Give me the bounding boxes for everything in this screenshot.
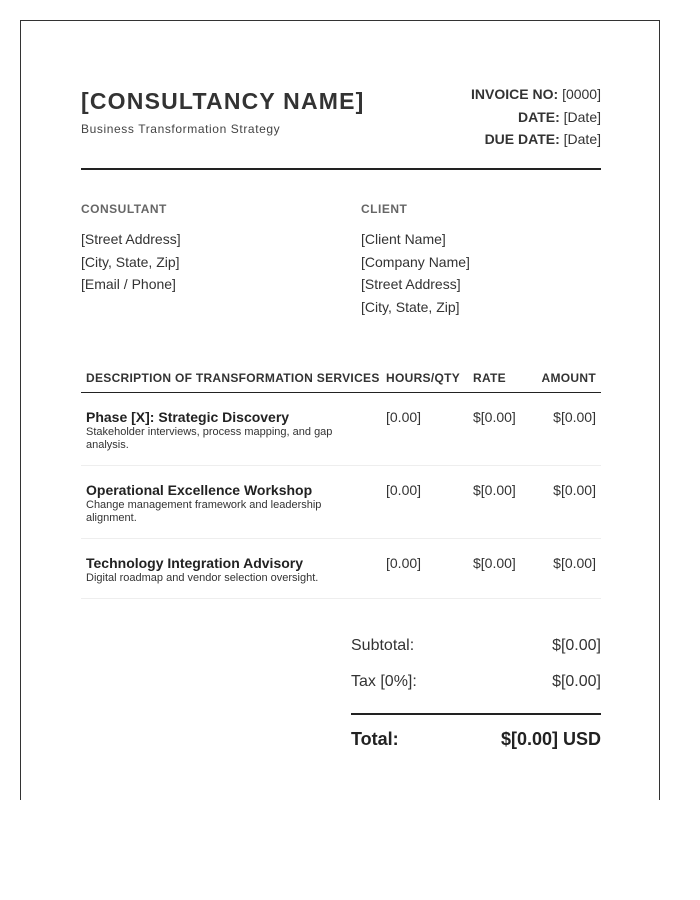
client-company: [Company Name] [361,253,470,270]
consultant-contact: [Email / Phone] [81,276,176,292]
service-title: Phase [X]: Strategic Discovery [86,409,290,425]
consultant-city: [City, State, Zip] [81,253,180,270]
table-header [81,366,601,393]
subtotal-row [351,633,601,669]
service-title: Operational Excellence Workshop [86,482,313,498]
row-description-cell [81,409,386,452]
header-divider [81,168,601,170]
company-name: [CONSULTANCY NAME] [81,88,365,114]
consultant-title: CONSULTANT [81,202,167,216]
subtotal-label: Subtotal: [351,637,415,654]
row-rate: $[0.00] [473,555,516,571]
row-rate: $[0.00] [473,482,516,498]
row-description-cell [81,555,386,585]
header-description: DESCRIPTION OF TRANSFORMATION SERVICES [86,371,380,385]
header-amount: AMOUNT [541,371,596,385]
table-row [81,466,601,539]
invoice-date-value: [Date] [563,108,601,125]
invoice-number-label: INVOICE NO: [471,86,559,102]
row-rate: $[0.00] [473,409,516,425]
due-date-value: [Date] [563,131,601,147]
total-value: $[0.00] USD [500,729,601,749]
due-date-label: DUE DATE: [484,131,560,147]
table-row [81,539,601,599]
client-title: CLIENT [361,202,408,216]
tax-row [351,669,601,705]
client-block [361,202,601,318]
consultant-block [81,202,321,296]
client-city: [City, State, Zip] [361,298,460,315]
client-street: [Street Address] [361,276,461,292]
subtotal-value: $[0.00] [552,637,601,654]
table-row [81,393,601,466]
tax-label: Tax [0%]: [351,673,417,690]
client-name: [Client Name] [361,231,446,247]
service-title: Technology Integration Advisory [86,555,304,571]
consultant-street: [Street Address] [81,231,181,247]
invoice-number-line [471,83,601,106]
total-label: Total: [351,729,399,749]
services-table [81,366,601,599]
tax-value: $[0.00] [552,673,601,690]
row-hours-qty: [0.00] [386,409,422,425]
row-amount: $[0.00] [553,409,596,425]
service-description: Stakeholder interviews, process mapping, and gap analysis. [86,426,333,451]
due-date-line [471,128,601,151]
invoice-date-label: DATE: [518,108,560,125]
company-tagline: Business Transformation Strategy [81,122,281,136]
header-rate: RATE [473,371,506,385]
invoice-date-line [471,106,601,129]
header-hours-qty: HOURS/QTY [386,371,461,385]
row-hours-qty: [0.00] [386,482,422,498]
company-block [81,87,401,136]
invoice-sheet [20,20,660,800]
row-amount: $[0.00] [553,555,596,571]
row-description-cell [81,482,386,525]
total-row [351,729,601,750]
service-description: Change management framework and leadership alignment. [86,499,322,524]
totals-block [351,633,601,750]
service-description: Digital roadmap and vendor selection oversight. [86,572,319,584]
row-amount: $[0.00] [553,482,596,498]
invoice-meta [471,83,601,151]
totals-divider [351,713,601,715]
row-hours-qty: [0.00] [386,555,422,571]
invoice-number-value: [0000] [562,86,601,102]
